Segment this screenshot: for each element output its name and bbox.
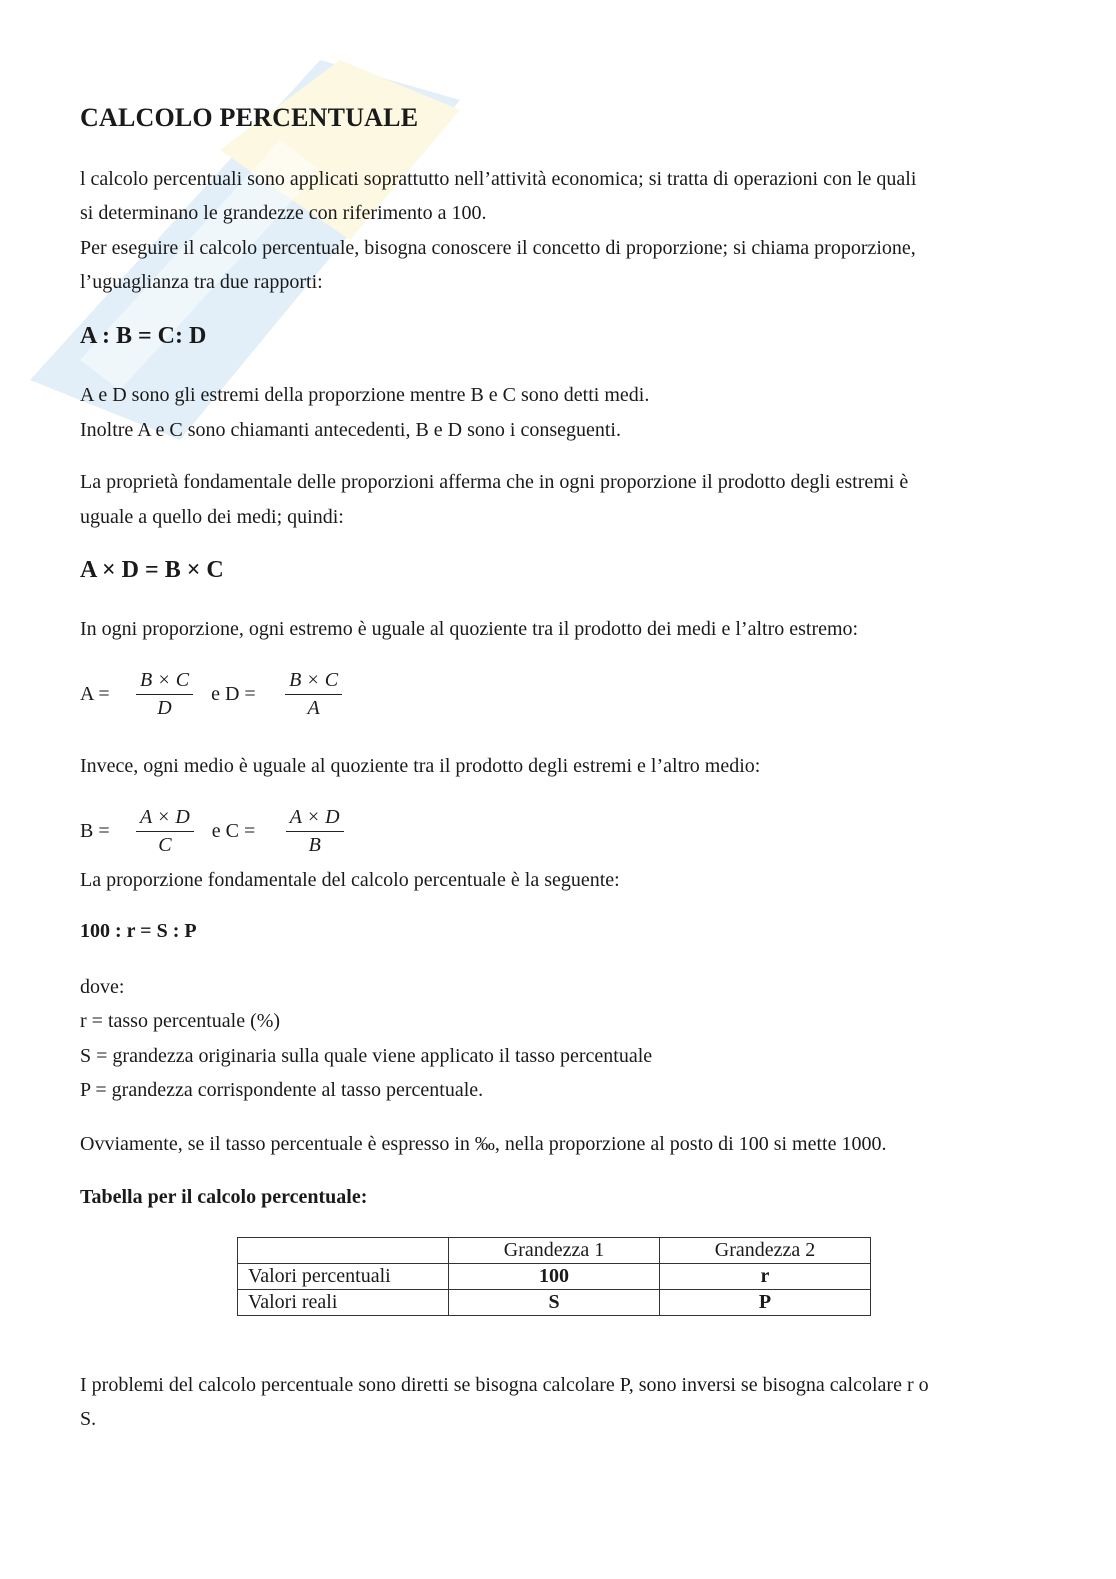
closing-line-2: S. [80,1408,97,1430]
table-header-cell [238,1238,449,1264]
fundamental-text: La proporzione fondamentale del calcolo percentuale è la seguente: [80,869,620,891]
formula-lhs: A = [80,683,110,705]
table-row [238,1264,871,1290]
product-formula: A × D = B × C [80,557,224,583]
table-row [238,1290,871,1316]
property-line-2: uguale a quello dei medi; quindi: [80,506,344,528]
proportion-formula: A : B = C: D [80,323,207,349]
intro-line-1: l calcolo percentuali sono applicati soprattutto nell’attività economica; si tratta di operazioni con le quali [80,168,917,190]
extremes-formulas [80,668,350,721]
formula-lhs: e C = [211,820,256,842]
permille-note: Ovviamente, se il tasso percentuale è espresso in ‰, nella proporzione al posto di 100 si mette 1000. [80,1133,887,1155]
denominator: B [308,834,321,856]
formula-lhs: B = [80,820,110,842]
table-header-row [238,1238,871,1264]
percent-formula: 100 : r = S : P [80,920,197,942]
means-formulas [80,805,352,858]
where-label: dove: [80,976,125,998]
closing-line-1: I problemi del calcolo percentuale sono diretti se bisogna calcolare P, sono inversi se bisogna calcolare r o [80,1374,929,1396]
table-cell: S [449,1290,660,1316]
numerator: B × C [136,668,193,695]
definition-p: P = grandezza corrispondente al tasso percentuale. [80,1079,484,1101]
fraction [285,668,342,721]
numerator: A × D [136,805,194,832]
table-cell: r [660,1264,871,1290]
table-cell: Valori percentuali [238,1264,449,1290]
page-title: CALCOLO PERCENTUALE [80,103,419,132]
percentage-table [237,1237,871,1316]
intro-line-3: Per eseguire il calcolo percentuale, bisogna conoscere il concetto di proporzione; si chiama proporzione, [80,237,916,259]
table-cell: 100 [449,1264,660,1290]
denominator: A [307,697,320,719]
property-line-1: La proprietà fondamentale delle proporzioni afferma che in ogni proporzione il prodotto degli estremi è [80,471,909,493]
definition-r: r = tasso percentuale (%) [80,1010,281,1032]
table-header-cell: Grandezza 2 [660,1238,871,1264]
numerator: B × C [285,668,342,695]
denominator: D [157,697,172,719]
intro-line-2: si determinano le grandezze con riferimento a 100. [80,202,487,224]
table-caption: Tabella per il calcolo percentuale: [80,1186,368,1208]
denominator: C [158,834,172,856]
intro-line-4: l’uguaglianza tra due rapporti: [80,271,323,293]
fraction [136,805,194,858]
table-cell: Valori reali [238,1290,449,1316]
formula-lhs: e D = [211,683,256,705]
table-header-cell: Grandezza 1 [449,1238,660,1264]
fraction [286,805,344,858]
table-cell: P [660,1290,871,1316]
means-text: Invece, ogni medio è uguale al quoziente tra il prodotto degli estremi e l’altro medio: [80,755,761,777]
fraction [136,668,193,721]
terms-line-1: A e D sono gli estremi della proporzione mentre B e C sono detti medi. [80,384,650,406]
numerator: A × D [286,805,344,832]
terms-line-2: Inoltre A e C sono chiamanti antecedenti, B e D sono i conseguenti. [80,419,621,441]
definition-s: S = grandezza originaria sulla quale viene applicato il tasso percentuale [80,1045,653,1067]
extremes-text: In ogni proporzione, ogni estremo è uguale al quoziente tra il prodotto dei medi e l’altro estremo: [80,618,859,640]
